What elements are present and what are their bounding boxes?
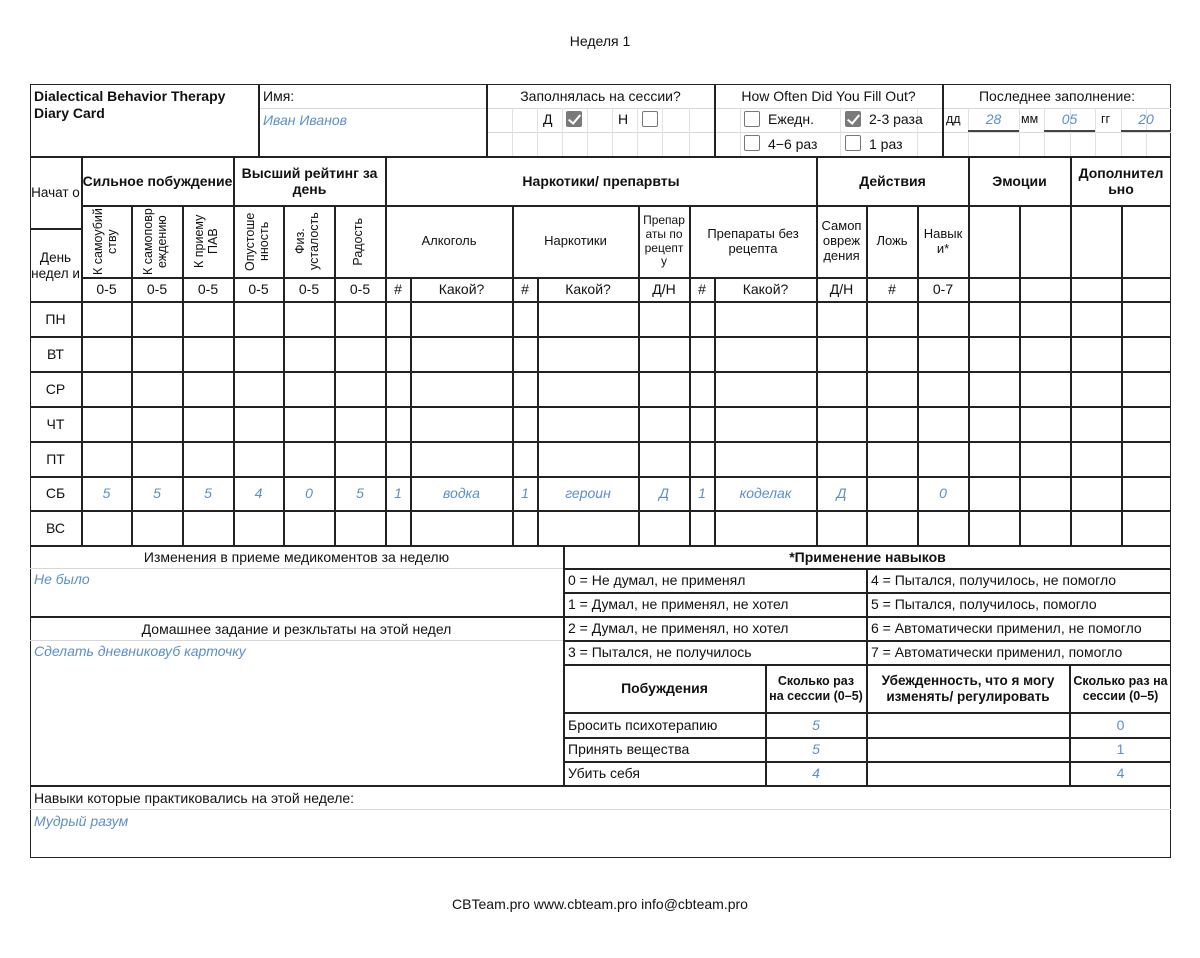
day-tue: ВТ [47,345,64,362]
sat-urge-selfharm[interactable]: 5 [153,485,161,502]
sat-narcotics-count[interactable]: 1 [521,485,529,502]
emptiness-header: Опустоше нность [242,212,271,271]
sat-alcohol-type[interactable]: водка [443,485,480,502]
frequency-4-6-label: 4−6 раз [768,136,818,152]
frequency-once-checkbox[interactable] [845,135,861,151]
before-session-header: Сколько раз на сессии (0–5) [769,674,863,703]
sat-prescribed[interactable]: Д [659,485,669,502]
urge-selfharm-header: К самоповр еждению [141,208,169,275]
skills-legend-item: 5 = Пытался, получилось, помогло [871,596,1097,613]
footer-contacts: CBTeam.pro www.cbteam.pro info@cbteam.pro [452,895,748,912]
urge-suicide-belief[interactable] [867,762,1069,785]
day-sat: СБ [45,485,66,502]
session-yes-checkbox[interactable] [566,111,582,127]
urges-group-header: Сильное побуждение [82,172,233,189]
sat-otc-type[interactable]: коделак [739,485,792,502]
lie-header: Ложь [876,233,908,249]
scale-label: # [888,281,896,298]
scale-label: 0-7 [932,281,954,298]
extra-group-header: Дополнител ьно [1078,164,1164,197]
urge-suicide-label: Убить себя [568,765,640,782]
skills-practiced-label: Навыки которые практиковались на этой неделе: [34,790,355,806]
skills-legend-item: 2 = Думал, не применял, но хотел [568,620,789,637]
day-sun: ВС [46,519,65,536]
scale-label: Д/Н [829,281,854,298]
scale-label: Какой? [742,281,789,298]
emotions-group-header: Эмоции [992,172,1047,189]
scale-label: Какой? [565,281,611,298]
sat-urge-suicide[interactable]: 5 [102,485,111,502]
drugs-group-header: Наркотики/ препарвты [522,172,680,189]
sat-skills[interactable]: 0 [939,485,947,502]
frequency-2-3-label: 2-3 раза [869,111,923,127]
day-mon: ПН [45,310,66,327]
belief-header: Убежденность, что я могу изменять/ регулировать [881,672,1055,704]
medication-label: Изменения в приеме медикоментов за неделю [143,548,450,565]
session-no-checkbox[interactable] [642,111,658,127]
scale-label: 0-5 [197,281,219,298]
scale-label: # [698,281,706,298]
narcotics-header: Наркотики [544,233,607,249]
skills-legend-item: 3 = Пытался, не получилось [568,644,752,661]
urge-substances-label: Принять вещества [568,741,690,758]
name-label: Имя: [263,88,295,104]
name-field[interactable]: Иван Иванов [263,112,347,128]
frequency-label: How Often Did You Fill Out? [741,87,916,104]
scale-label: # [521,281,529,298]
skills-legend-item: 4 = Пытался, получилось, не помогло [871,572,1117,589]
prescribed-header: Препар аты по рецепт у [643,212,685,269]
selfinjury-header: Самоп овреж дения [821,218,862,263]
year-label: гг [1101,112,1111,126]
urge-quit-therapy-label: Бросить психотерапию [568,716,718,733]
urge-suicide-before[interactable]: 4 [812,765,820,782]
scale-label: 0-5 [349,281,371,298]
sat-fatigue[interactable]: 0 [305,485,313,502]
skills-legend-title: *Применение навыков [789,548,946,565]
fatigue-header: Физ. усталость [293,212,321,271]
month-label: мм [1021,112,1039,126]
urge-substances-before[interactable]: 5 [812,741,820,758]
skills-legend-item: 6 = Автоматически применил, не помогло [871,620,1142,637]
scale-label: 0-5 [96,281,117,298]
day-field[interactable]: 28 [985,111,1002,128]
urge-quit-therapy-before[interactable]: 5 [812,716,820,733]
frequency-daily-label: Ежедн. [768,111,814,127]
urge-substances-after[interactable]: 1 [1116,741,1125,758]
session-yes-label: Д [543,111,553,127]
skills-legend-item: 7 = Автоматически применил, помогло [871,644,1123,661]
sat-otc-count[interactable]: 1 [698,485,706,502]
sat-joy[interactable]: 5 [356,485,364,502]
urge-suicide-header: К самоубий ству [90,208,119,275]
page-title: Неделя 1 [569,32,631,49]
frequency-2-3-checkbox[interactable] [845,111,861,127]
homework-label: Домашнее задание и резкльтаты на этой недел [141,620,452,637]
skills-header: Навык и* [923,225,963,256]
skills-legend-item: 1 = Думал, не применял, не хотел [568,596,789,613]
day-wed: СР [45,380,66,397]
frequency-once-label: 1 раз [869,136,903,152]
joy-header: Радость [351,217,365,266]
scale-label: # [394,281,402,298]
frequency-4-6-checkbox[interactable] [744,135,760,151]
day-label: дд [946,112,961,126]
last-filled-label: Последнее заполнение: [978,87,1136,104]
sat-alcohol-count[interactable]: 1 [394,485,402,502]
skills-legend-item: 0 = Не думал, не применял [568,572,746,589]
day-thu: ЧТ [46,415,65,432]
scale-label: 0-5 [248,281,269,298]
otc-header: Препараты без рецепта [707,225,799,256]
urge-substances-belief[interactable] [867,738,1069,761]
card-title: Dialectical Behavior Therapy Diary Card [34,88,226,121]
scale-label: 0-5 [298,281,320,298]
sat-selfinjury[interactable]: Д [836,485,847,502]
urge-quit-therapy-belief[interactable] [867,713,1069,737]
session-label: Заполнялась на сессии? [520,87,681,104]
homework-field[interactable]: Сделать дневниковуб карточку [34,643,246,659]
month-field[interactable]: 05 [1061,111,1078,128]
scale-label: Какой? [438,281,485,298]
sat-emptiness[interactable]: 4 [254,485,263,502]
ratings-group-header: Высший рейтинг за день [241,164,378,197]
sat-urge-substance[interactable]: 5 [204,485,212,502]
day-fri: ПТ [46,450,65,467]
sat-narcotics-type[interactable]: героин [565,485,611,502]
urge-suicide-after[interactable]: 4 [1116,765,1125,782]
sat-lie[interactable] [867,477,917,510]
start-label: Начат о [31,185,80,201]
after-session-header: Сколько раз на сессии (0–5) [1073,674,1168,703]
actions-group-header: Действия [859,172,926,189]
urges-col-header: Побуждения [621,680,708,697]
frequency-daily-checkbox[interactable] [744,111,760,127]
alcohol-header: Алкоголь [421,233,477,249]
day-of-week-label: День недел и [31,249,80,281]
session-no-label: Н [618,111,629,127]
scale-label: Д/Н [652,281,676,298]
year-field[interactable]: 20 [1138,111,1154,128]
scale-label: 0-5 [146,281,168,298]
urge-quit-therapy-after[interactable]: 0 [1116,716,1125,733]
urge-substance-header: К приему ПАВ [192,214,220,269]
medication-field[interactable]: Не было [34,571,90,587]
skills-practiced-field[interactable]: Мудрый разум [34,813,129,829]
